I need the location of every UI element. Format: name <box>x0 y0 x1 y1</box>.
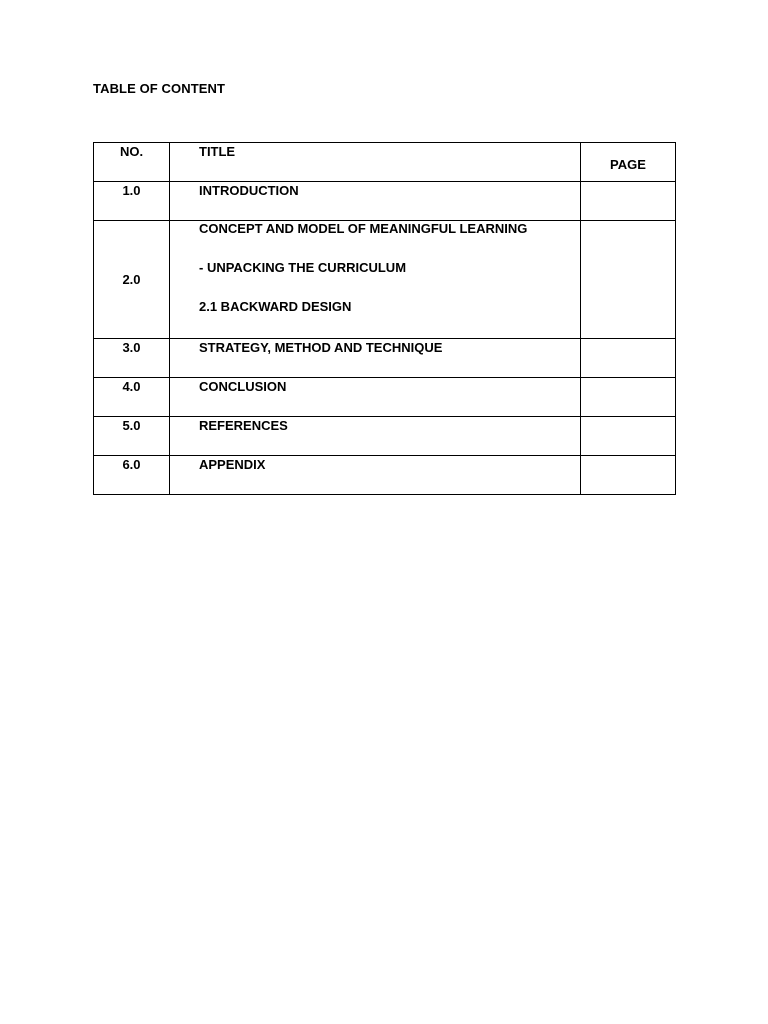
row-title: CONCLUSION <box>170 378 581 417</box>
row-page <box>581 417 676 456</box>
table-header-row <box>94 143 676 182</box>
row-title: STRATEGY, METHOD AND TECHNIQUE <box>170 339 581 378</box>
table-of-contents <box>93 142 676 495</box>
table-row <box>94 456 676 495</box>
row-title: APPENDIX <box>170 456 581 495</box>
row-number: 3.0 <box>94 339 170 378</box>
row-number: 1.0 <box>94 182 170 221</box>
row-number: 6.0 <box>94 456 170 495</box>
table-row <box>94 339 676 378</box>
row-number: 2.0 <box>94 221 170 339</box>
table-row <box>94 221 676 339</box>
row-number: 4.0 <box>94 378 170 417</box>
header-no-cell <box>94 143 170 182</box>
row-page <box>581 378 676 417</box>
header-no-label: NO. <box>119 144 144 159</box>
row-page <box>581 339 676 378</box>
header-page-cell <box>581 143 676 182</box>
row-page <box>581 182 676 221</box>
row-title-line: - UNPACKING THE CURRICULUM <box>199 260 407 275</box>
row-title: REFERENCES <box>170 417 581 456</box>
table-row <box>94 417 676 456</box>
row-title-line: CONCEPT AND MODEL OF MEANINGFUL LEARNING <box>199 221 528 236</box>
row-page <box>581 456 676 495</box>
header-page-label: PAGE <box>610 156 646 172</box>
row-number: 5.0 <box>94 417 170 456</box>
table-row <box>94 378 676 417</box>
table-row <box>94 182 676 221</box>
document-heading: TABLE OF CONTENT <box>93 81 226 96</box>
header-title-label: TITLE <box>199 144 236 159</box>
row-title <box>170 221 581 339</box>
row-page <box>581 221 676 339</box>
row-title: INTRODUCTION <box>170 182 581 221</box>
header-title-cell <box>170 143 581 182</box>
row-title-line: 2.1 BACKWARD DESIGN <box>199 299 352 314</box>
